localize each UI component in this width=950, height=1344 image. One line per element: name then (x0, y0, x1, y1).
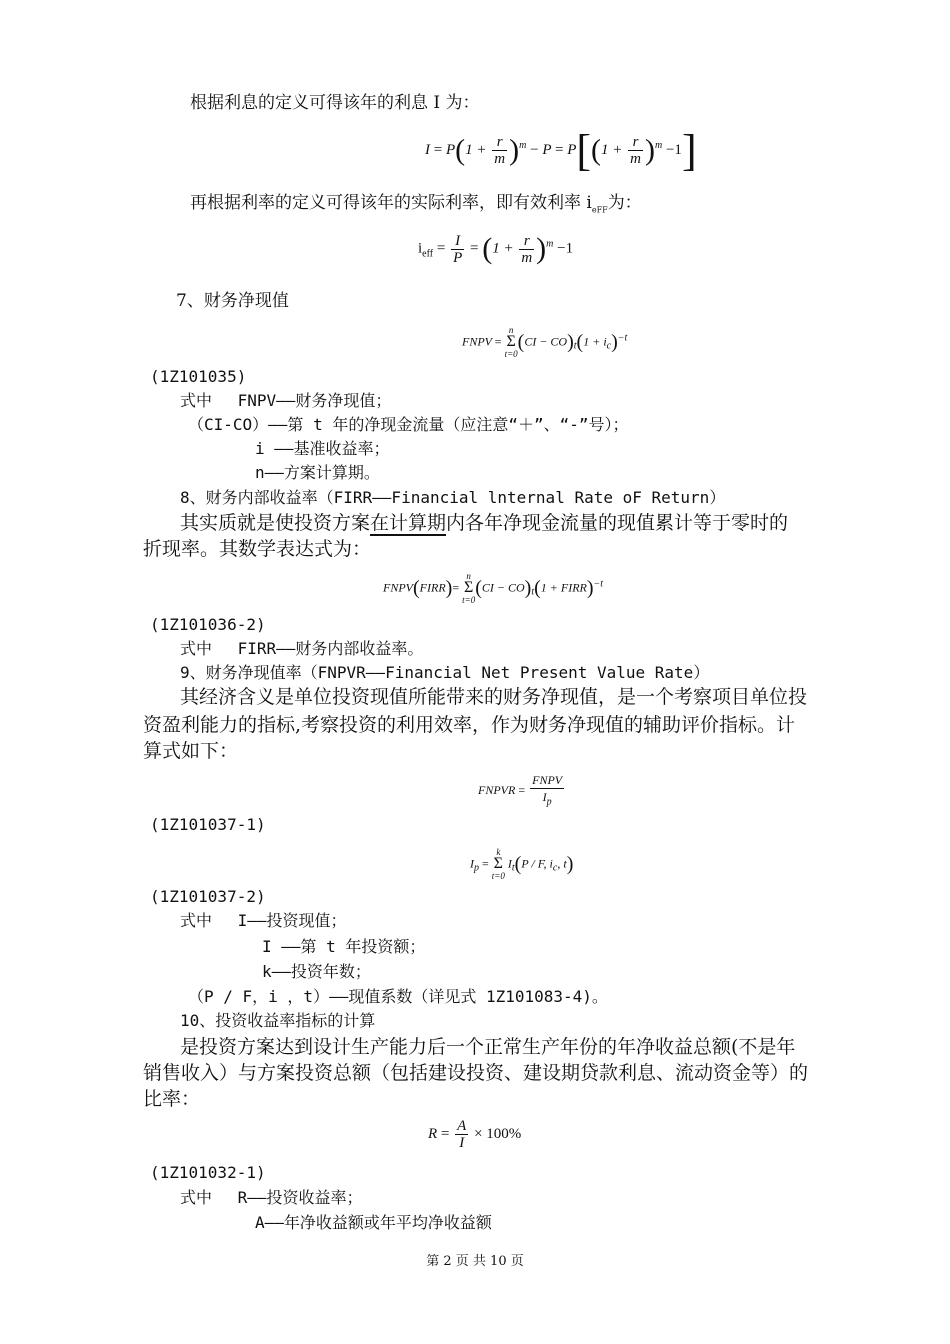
text-line: 根据利息的定义可得该年的利息 I 为： (190, 93, 480, 113)
equation-number: (1Z101037-1) (150, 815, 266, 834)
text-line: 其经济含义是单位投资现值所能带来的财务净现值，是一个考察项目单位投 (180, 686, 808, 708)
text-line: （CI-CO）——第 t 年的净现金流量（应注意“＋”、“-”号）； (188, 415, 629, 434)
text-line: 资盈利能力的指标,考察投资的利用效率，作为财务净现值的辅助评价指标。计 (143, 714, 796, 736)
text-line: 再根据利率的定义可得该年的实际利率，即有效利率 $i_{eFF}$为： (190, 193, 642, 215)
section-heading: 10、投资收益率指标的计算 (180, 1011, 376, 1030)
formula-investment-pv: $I_p$ = k Σ t=0 $I_t(P$ / F, $i_c$, t) (470, 847, 574, 881)
page-footer: 第 2 页 共 10 页 (426, 1254, 524, 1269)
section-heading: 7、财务净现值 (176, 291, 289, 311)
formula-roi: R = $\frac{A}{I}$ × 100% (428, 1118, 522, 1151)
text-line: i ——基准收益率； (255, 439, 390, 458)
section-heading: 8、财务内部收益率（FIRR——Financial lnternal Rate oF Return） (180, 488, 726, 507)
formula-interest: I = P(1 + $\frac{r}{m}$ )$^m$ − P = P[(1 + $\frac{r}{m}$ )$^m$ −1] (425, 126, 697, 175)
formula-firr: FNPV(FIRR)= n Σ t=0 $(CI - CO)_t(1$ + FIRR)$^{-t}$ (383, 571, 604, 605)
text-line: 算式如下： (143, 740, 239, 762)
equation-number: (1Z101036-2) (150, 615, 266, 634)
text-line: 比率： (143, 1088, 201, 1110)
text-line: A——年净收益额或年平均净收益额 (255, 1213, 492, 1232)
text-line: 其实质就是使投资方案在计算期内各年净现金流量的现值累计等于零时的 (180, 512, 789, 534)
text-line: （P / F，i ，t）——现值系数（详见式 1Z101083-4)。 (188, 987, 608, 1006)
text-line: 销售收入）与方案投资总额（包括建设投资、建设期贷款利息、流动资金等）的 (143, 1062, 809, 1084)
text-line: n——方案计算期。 (255, 463, 380, 482)
text-line: I ——第 t 年投资额； (262, 937, 426, 956)
equation-number: (1Z101035) (150, 367, 247, 386)
text-line: 式中 FIRR——财务内部收益率。 (180, 639, 424, 658)
text-line: 折现率。其数学表达式为： (143, 538, 372, 560)
formula-fnpvr: FNPVR = $\frac{\text{FNPV}}{I_p}$ (478, 773, 563, 808)
text-line: k——投资年数； (262, 962, 371, 981)
text-line: 式中 FNPV——财务净现值； (180, 391, 392, 410)
formula-effective-rate: $i_{eff}$ = $\frac{I}{P}$ = (1 + $\frac{r}{m}$ )$^m$ −1 (418, 232, 574, 266)
formula-fnpv: FNPV = n Σ t=0 $(CI - CO)_t(1 + i_c)^{-t}$ (462, 325, 628, 359)
section-heading: 9、财务净现值率（FNPVR——Financial Net Present Value Rate） (180, 663, 710, 682)
text-line: 式中 I——投资现值； (180, 911, 347, 930)
equation-number: (1Z101037-2) (150, 887, 266, 906)
text-line: 式中 R——投资收益率； (180, 1188, 363, 1207)
equation-number: (1Z101032-1) (150, 1163, 266, 1182)
text-line: 是投资方案达到设计生产能力后一个正常生产年份的年净收益总额(不是年 (180, 1036, 796, 1058)
